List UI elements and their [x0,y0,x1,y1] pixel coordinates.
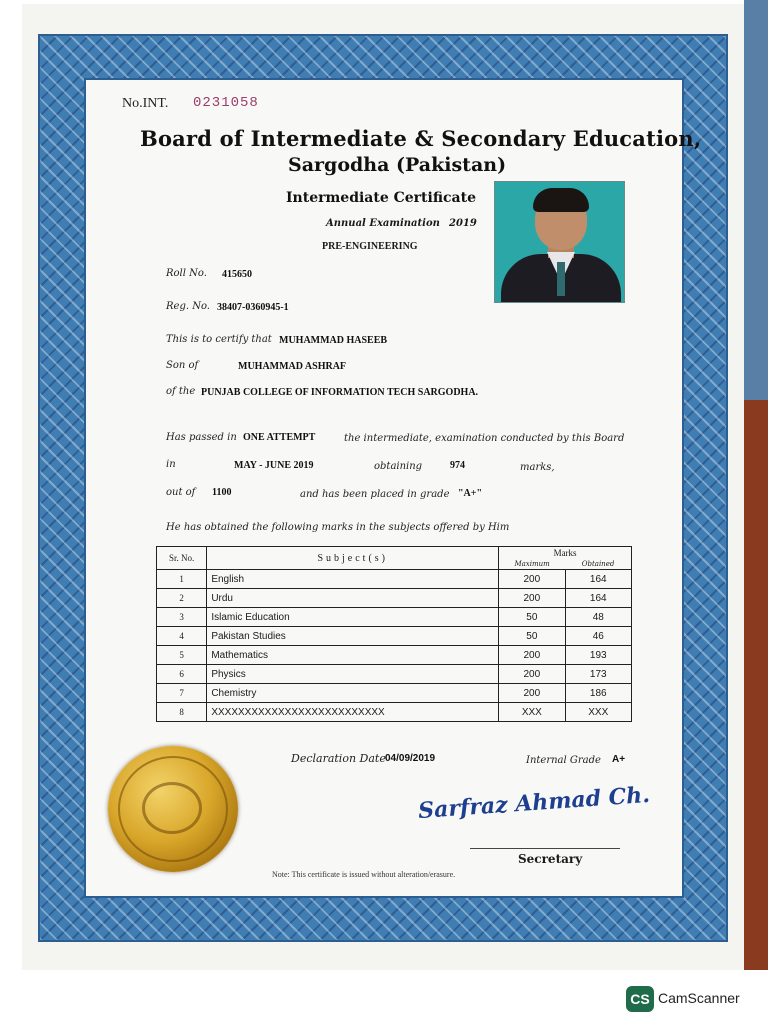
row-subject: Urdu [207,589,499,608]
row-sr: 6 [157,665,207,684]
row-subject: Mathematics [207,646,499,665]
total-obtained: 974 [450,460,465,471]
subjects-intro: He has obtained the following marks in the subjects offered by Him [166,522,510,533]
row-max: 200 [499,589,565,608]
college-name: PUNJAB COLLEGE OF INFORMATION TECH SARGODHA. [201,387,479,398]
row-obtained: 193 [565,646,631,665]
roll-number: 415650 [222,269,252,280]
student-photo [494,181,625,303]
table-row [157,589,632,608]
certificate-title: Intermediate Certificate [286,190,476,206]
row-obtained: 46 [565,627,631,646]
exam-session: MAY - JUNE 2019 [234,460,314,471]
row-max: 50 [499,627,565,646]
row-obtained: 164 [565,570,631,589]
certificate-number-label: No.INT. [122,96,169,111]
row-max: 200 [499,684,565,703]
row-sr: 2 [157,589,207,608]
subject-header: Subject(s) [207,547,499,570]
table-row [157,627,632,646]
row-obtained: XXX [565,703,631,722]
out-label: out of [166,487,196,498]
row-subject: XXXXXXXXXXXXXXXXXXXXXXXXXX [207,703,499,722]
obtained-header: Obtained [565,559,631,570]
son-label: Son of [166,360,199,371]
secretary-label: Secretary [518,852,583,866]
scan-background [744,0,768,970]
row-obtained: 48 [565,608,631,627]
max-header: Maximum [499,559,565,570]
exam-group: PRE-ENGINEERING [322,241,418,252]
certificate-number: 0231058 [193,95,259,111]
roll-label: Roll No. [166,268,207,279]
certify-label: This is to certify that [166,334,272,345]
table-row [157,684,632,703]
total-max: 1100 [212,487,232,498]
row-max: XXX [499,703,565,722]
attempt: ONE ATTEMPT [243,432,316,443]
sr-header: Sr. No. [157,547,207,570]
row-subject: Chemistry [207,684,499,703]
exam-label: Annual Examination [326,218,440,229]
table-row [157,570,632,589]
declaration-date: 04/09/2019 [385,753,436,764]
row-subject: Islamic Education [207,608,499,627]
row-subject: Pakistan Studies [207,627,499,646]
grade-label: and has been placed in grade [300,489,450,500]
passed-label: Has passed in [166,432,237,443]
table-row [157,608,632,627]
certificate-note: Note: This certificate is issued without alteration/erasure. [272,870,456,879]
father-name: MUHAMMAD ASHRAF [238,361,347,372]
declaration-label: Declaration Date [291,752,386,765]
table-row [157,646,632,665]
row-obtained: 173 [565,665,631,684]
exam-year: 2019 [449,218,477,229]
table-header-row [157,547,632,559]
in-label: in [166,459,176,470]
internal-grade-label: Internal Grade [526,755,601,766]
grade: "A+" [458,488,483,499]
board-title: Board of Intermediate & Secondary Education, [140,126,702,151]
obtaining-label: obtaining [374,461,423,472]
reg-label: Reg. No. [166,301,210,312]
marks-header: Marks [499,547,632,559]
marks-label: marks, [520,462,555,473]
row-sr: 1 [157,570,207,589]
table-row [157,665,632,684]
camscanner-logo-icon: CS [626,986,654,1012]
internal-grade: A+ [612,754,626,765]
table-row [157,703,632,722]
row-sr: 8 [157,703,207,722]
row-sr: 4 [157,627,207,646]
row-max: 200 [499,646,565,665]
of-label: of the [166,386,196,397]
camscanner-label: CamScanner [658,990,740,1006]
row-sr: 7 [157,684,207,703]
row-sr: 5 [157,646,207,665]
signature: Sarfraz Ahmad Ch. [417,781,651,825]
gold-seal-icon [108,746,238,872]
row-max: 200 [499,570,565,589]
board-location: Sargodha (Pakistan) [288,154,507,176]
student-name: MUHAMMAD HASEEB [279,335,388,346]
row-max: 200 [499,665,565,684]
row-obtained: 164 [565,589,631,608]
row-subject: Physics [207,665,499,684]
row-obtained: 186 [565,684,631,703]
row-max: 50 [499,608,565,627]
passed-text: the intermediate, examination conducted by this Board [344,433,625,444]
reg-number: 38407-0360945-1 [217,302,289,313]
row-subject: English [207,570,499,589]
signature-line [470,848,620,849]
marks-table [156,546,632,722]
row-sr: 3 [157,608,207,627]
